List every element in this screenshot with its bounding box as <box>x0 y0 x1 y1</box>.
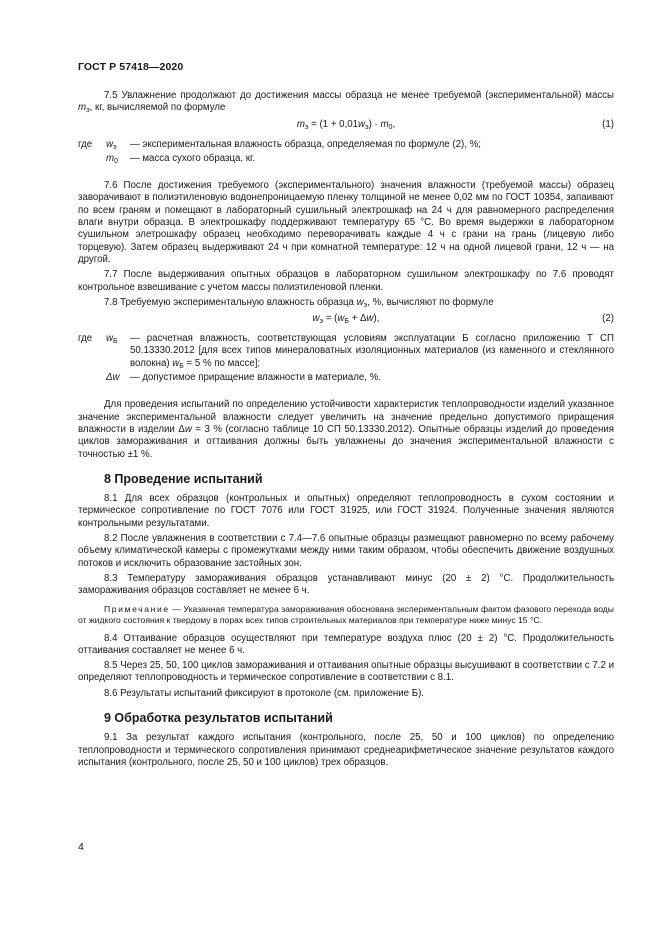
paragraph-8-3: 8.3 Температуру замораживания образцов устанавливают минус (20 ± 2) °С. Продолжительность замораживания образцов составляет не менее 6 ч. <box>78 572 614 597</box>
paragraph-9-1: 9.1 За результат каждого испытания (контрольного, после 25, 50 и 100 циклов) по определению теплопроводности и термического сопротивления принимают среднеарифметическое значение результатов каждого испытания (контрольного, после 25, 50 и 100 циклов) трех образцов. <box>78 732 614 768</box>
definitions-1 <box>78 139 614 166</box>
definitions-2 <box>78 333 614 384</box>
paragraph-7-6: 7.6 После достижения требуемого (экспериментального) значения влажности (требуемой массы) образец заворачивают в полиэтиленовую водонепроницаемую пленку толщиной не менее 0,02 мм по ГОСТ 10354, запаивают по всем граням и помещают в лабораторный сушильный электрошкаф на 24 ч для равномерного распределения влаги внутри образца. В электрошкафу поддерживают температуру 65 °С. Во время выдержки в лабораторном сушильном элетрошкафу образец необходимо переворачивать каждые 4 ч с грани на грань (лицевую либо торцевую). Затем образец выдерживают 24 ч при комнатной температуре: 12 ч на одной лицевой грани, 12 ч — на другой. <box>78 180 614 265</box>
note-label: Примечание <box>104 603 170 614</box>
formula-1-number: (1) <box>602 118 614 130</box>
definition-item: где $w_Б$ — расчетная влажность, соответствующая условиям эксплуатации Б согласно приложению Т СП 50.13330.2012 [для всех типов минераловатных изоляционных материалов (из каменного и стеклянного волокна) $w_Б = 5$ % по массе]; <box>78 333 614 370</box>
definition-item: Δw — допустимое приращение влажности в материале, %. <box>106 372 381 384</box>
paragraph-7-8: 7.8 Требуемую экспериментальную влажность образца $w_э$, %, вычисляют по формуле <box>104 296 494 309</box>
definition-item: где $w_э$ — экспериментальная влажность образца, определяемая по формуле (2), %; <box>78 138 481 151</box>
section-8-title: 8 Проведение испытаний <box>104 471 263 486</box>
section-9-title: 9 Обработка результатов испытаний <box>104 710 333 725</box>
page-number: 4 <box>78 841 84 853</box>
paragraph-8-1: 8.1 Для всех образцов (контрольных и опытных) определяют теплопроводность в сухом состоянии и термическое сопротивление по ГОСТ 7076 или ГОСТ 31925, или ГОСТ 31924. Полученные значения являются контрольными результатами. <box>78 493 614 529</box>
paragraph-durability-humidity: Для проведения испытаний по определению устойчивости характеристик теплопроводности изделий указанное значение экспериментальной влажности следует увеличить на значение предельно допустимого приращения влажности в изделии Δw = 3 % (согласно таблице 10 СП 50.13330.2012). Опытные образцы изделий до проведения циклов замораживания и оттаивания должны быть увлажнены до значения экспериментальной влажности с точностью ±1 %. <box>78 399 614 460</box>
note <box>78 604 614 626</box>
paragraph-8-2: 8.2 После увлажнения в соответствии с 7.4—7.6 опытные образцы размещают равномерно по всему рабочему объему климатической камеры с промежутками между ними таким образом, чтобы обеспечить движение воздушных потоков и исключить образование застойных зон. <box>78 533 614 569</box>
paragraph-8-4: 8.4 Оттаивание образцов осуществляют при температуре воздуха плюс (20 ± 2) °С. Продолжительность оттаивания составляет не менее 6 ч. <box>78 632 614 656</box>
formula-2-number: (2) <box>602 313 614 325</box>
paragraph-7-7: 7.7 После выдерживания опытных образцов в лабораторном сушильном электрошкафу по 7.6 проводят контрольное взвешивание с учетом массы полиэтиленовой пленки. <box>78 269 614 293</box>
paragraph-8-5: 8.5 Через 25, 50, 100 циклов замораживания и оттаивания опытные образцы высушивают в соответствии с 7.2 и определяют теплопроводность и термическое сопротивление в соответствии с 8.1. <box>78 660 614 684</box>
document-header-code: ГОСТ Р 57418—2020 <box>78 61 184 73</box>
document-body <box>78 90 614 772</box>
paragraph-8-6: 8.6 Результаты испытаний фиксируют в протоколе (см. приложение Б). <box>104 687 424 699</box>
formula-1: $m_э = (1 + 0,01w_э) \cdot m_0$, (1) <box>296 118 614 131</box>
paragraph-7-5: 7.5 Увлажнение продолжают до достижения массы образца не менее требуемой (экспериментальной) массы $m_э$, кг, вычисляемой по формуле <box>78 90 614 115</box>
formula-2: $w_э = (w_Б + \Delta w)$, (2) <box>312 313 614 326</box>
definition-item: $m_0$ — масса сухого образца, кг. <box>106 152 256 165</box>
note-text: — Указанная температура замораживания обоснована экспериментальным фактом фазового перехода воды от жидкого состояния к твердому в порах всех типов строительных материалов при температуре ниже минус 15 °С. <box>78 603 614 625</box>
